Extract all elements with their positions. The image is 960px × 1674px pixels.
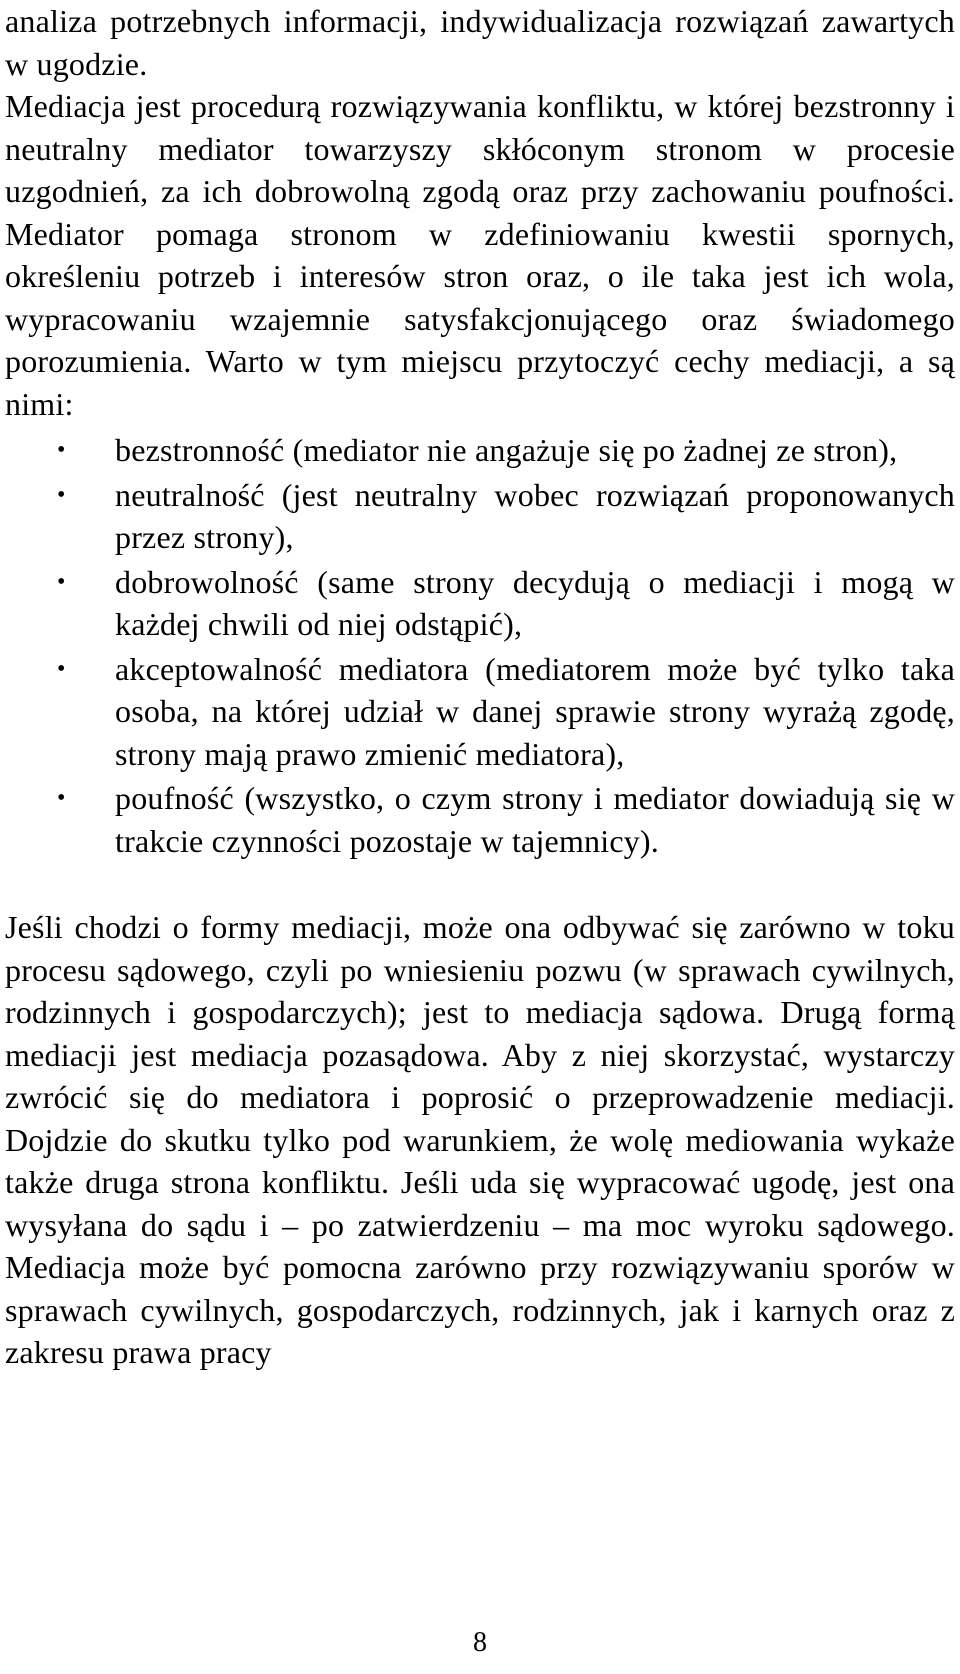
list-item-text: bezstronność (mediator nie angażuje się po żadnej ze stron), [115, 432, 898, 468]
bullet-icon: • [57, 437, 66, 463]
intro-fragment: analiza potrzebnych informacji, indywidualizacja rozwiązań zawartych w ugodzie. [5, 3, 955, 82]
page-number: 8 [473, 1627, 487, 1658]
bullet-icon: • [57, 785, 66, 811]
mediation-features-list [5, 429, 955, 862]
list-item-text: dobrowolność (same strony decydują o mediacji i mogą w każdej chwili od niej odstąpić), [115, 563, 955, 642]
list-item-text: neutralność (jest neutralny wobec rozwiązań proponowanych przez strony), [115, 476, 955, 555]
paragraph-mediation-forms: Jeśli chodzi o formy mediacji, może ona odbywać się zarówno w toku procesu sądowego, czyli po wniesieniu pozwu (w sprawach cywilnych, rodzinnych i gospodarczych); jest to mediacja sądowa. Drugą formą mediacji jest mediacja pozasądowa. Aby z niej skorzystać, wystarczy zwrócić się do mediatora i poprosić o przeprowadzenie mediacji. Dojdzie do skutku tylko pod warunkiem, że wolę mediowania wykaże także druga strona konfliktu. Jeśli uda się wypracować ugodę, jest ona wysyłana do sądu i – po zatwierdzeniu – ma moc wyroku sądowego. Mediacja może być pomocna zarówno przy rozwiązywaniu sporów w sprawach cywilnych, gospodarczych, rodzinnych, jak i karnych oraz z zakresu prawa pracy [5, 909, 955, 1370]
page-content [5, 0, 955, 1374]
bullet-icon: • [57, 568, 66, 595]
bullet-icon: • [57, 481, 66, 508]
list-item [5, 474, 955, 559]
bullet-icon: • [57, 655, 66, 682]
list-item-text: akceptowalność mediatora (mediatorem może być tylko taka osoba, na której udział w danej sprawie strony wyrażą zgodę, strony mają prawo zmienić mediatora), [115, 650, 955, 772]
list-item [5, 648, 955, 776]
list-item [5, 777, 955, 862]
paragraph-mediation-definition: Mediacja jest procedurą rozwiązywania konfliktu, w której bezstronny i neutralny mediator towarzyszy skłóconym stronom w procesie uzgodnień, za ich dobrowolną zgodą oraz przy zachowaniu poufności. Mediator pomaga stronom w zdefiniowaniu kwestii spornych, określeniu potrzeb i interesów stron oraz, o ile taka jest ich wola, wypracowaniu wzajemnie satysfakcjonującego oraz świadomego porozumienia. Warto w tym miejscu przytoczyć cechy mediacji, a są nimi: [5, 88, 955, 422]
list-item-text: poufność (wszystko, o czym strony i mediator dowiadują się w trakcie czynności pozostaje w tajemnicy). [115, 780, 955, 859]
list-item [5, 429, 955, 472]
list-item [5, 561, 955, 646]
